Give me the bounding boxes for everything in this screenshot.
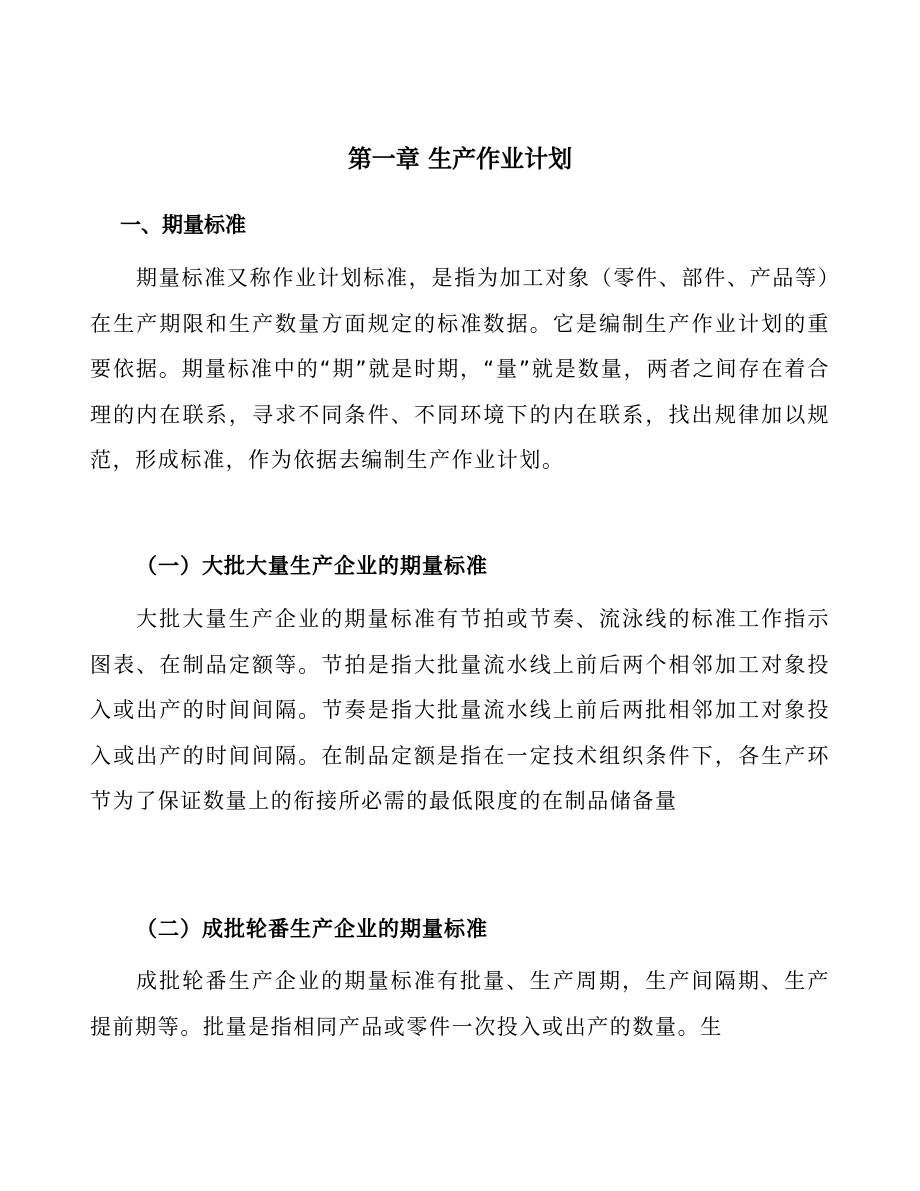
subsection-1-paragraph: 大批大量生产企业的期量标准有节拍或节奏、流泳线的标准工作指示图表、在制品定额等。节拍是指大批量流水线上前后两个相邻加工对象投入或出产的时间间隔。节奏是指大批量流水线上前后两批相邻加工对象投入或出产的时间间隔。在制品定额是指在一定技术组织条件下，各生产环节为了保证数量上的衔接所必需的最低限度的在制品储备量 bbox=[90, 607, 830, 813]
subsection-2-heading: （二）成批轮番生产企业的期量标准 bbox=[136, 917, 488, 941]
chapter-title: 第一章 生产作业计划 bbox=[347, 145, 573, 173]
intro-paragraph: 期量标准又称作业计划标准，是指为加工对象（零件、部件、产品等）在生产期限和生产数量方面规定的标准数据。它是编制生产作业计划的重要依据。期量标准中的“期”就是时期，“量”就是数量，两者之间存在着合理的内在联系，寻求不同条件、不同环境下的内在联系，找出规律加以规范，形成标准，作为依据去编制生产作业计划。 bbox=[90, 266, 830, 472]
subsection-2-paragraph: 成批轮番生产企业的期量标准有批量、生产周期，生产间隔期、生产提前期等。批量是指相同产品或零件一次投入或出产的数量。生 bbox=[90, 969, 830, 1039]
subsection-1-heading: （一）大批大量生产企业的期量标准 bbox=[136, 554, 488, 578]
section-heading: 一、期量标准 bbox=[120, 213, 246, 237]
